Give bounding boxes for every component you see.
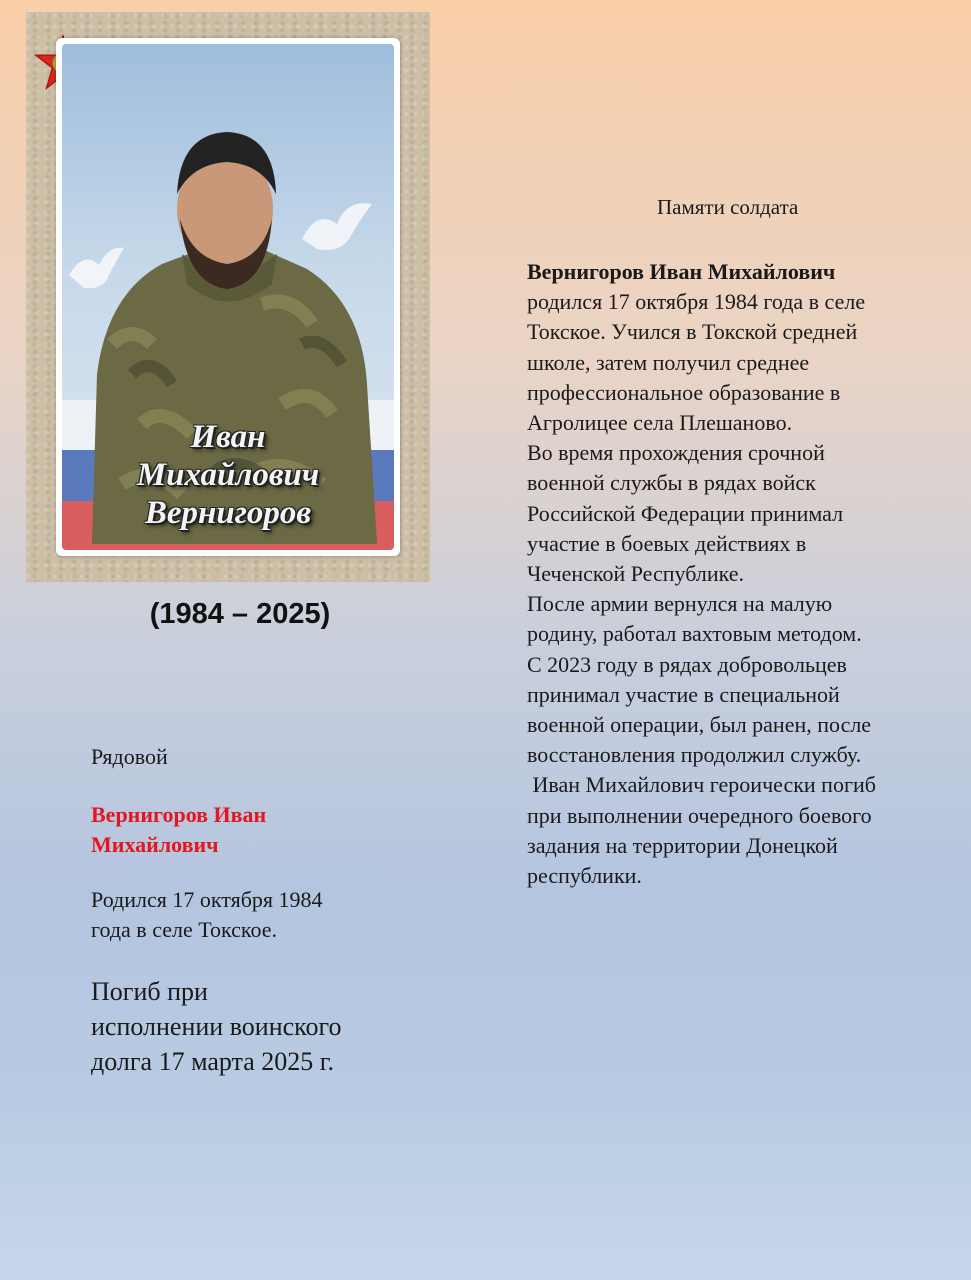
bio-line: военной службы в рядах войск — [527, 470, 816, 496]
soldier-photo — [62, 44, 394, 550]
bio-line: Токское. Учился в Токской средней — [527, 319, 858, 345]
bio-line: профессиональное образование в — [527, 379, 841, 405]
bio-line: Чеченской Республике. — [527, 561, 745, 587]
bio-line: Агролицее села Плешаново. — [527, 410, 793, 436]
portrait-first-name: Иван — [190, 419, 266, 455]
name-line-1: Вернигоров Иван — [91, 802, 267, 827]
memorial-portrait — [26, 12, 430, 582]
portrait-patronymic: Михайлович — [136, 457, 320, 493]
biography — [527, 257, 947, 891]
portrait-name-overlay — [62, 418, 394, 532]
death-line-2: исполнении воинского — [91, 1012, 342, 1041]
bio-line: принимал участие в специальной — [527, 681, 840, 707]
birth-line-1: Родился 17 октября 1984 — [91, 887, 323, 912]
bio-line: Во время прохождения срочной — [527, 440, 825, 466]
bio-line: восстановления продолжил службу. — [527, 742, 862, 768]
rank-label: Рядовой — [91, 744, 168, 769]
name-line-2: Михайлович — [91, 832, 219, 857]
birth-line-2: года в селе Токское. — [91, 917, 278, 942]
photo-card — [56, 38, 400, 556]
bio-line: участие в боевых действиях в — [527, 530, 807, 556]
life-years: (1984 – 2025) — [149, 598, 331, 630]
portrait-surname: Вернигоров — [144, 495, 312, 531]
bio-line: военной операции, был ранен, после — [527, 712, 872, 738]
bio-line: родину, работал вахтовым методом. — [527, 621, 862, 647]
bio-name: Вернигоров Иван Михайлович — [527, 259, 836, 284]
bio-line: Иван Михайлович героически погиб — [527, 772, 876, 798]
bio-line: После армии вернулся на малую — [527, 591, 833, 617]
bio-line: С 2023 году в рядах добровольцев — [527, 651, 847, 677]
bio-line: родился 17 октября 1984 года в селе — [527, 289, 866, 315]
bio-line: задания на территории Донецкой — [527, 832, 838, 858]
bio-line: при выполнении очередного боевого — [527, 802, 872, 828]
bio-line: республики. — [527, 863, 642, 889]
soldier-name-red — [91, 800, 391, 860]
death-info — [91, 974, 381, 1079]
bio-line: Российской Федерации принимал — [527, 500, 844, 526]
memorial-title: Памяти солдата — [657, 195, 799, 219]
bio-line: школе, затем получил среднее — [527, 349, 810, 375]
death-line-1: Погиб при — [91, 977, 208, 1006]
birth-info — [91, 885, 391, 945]
death-line-3: долга 17 марта 2025 г. — [91, 1047, 334, 1076]
